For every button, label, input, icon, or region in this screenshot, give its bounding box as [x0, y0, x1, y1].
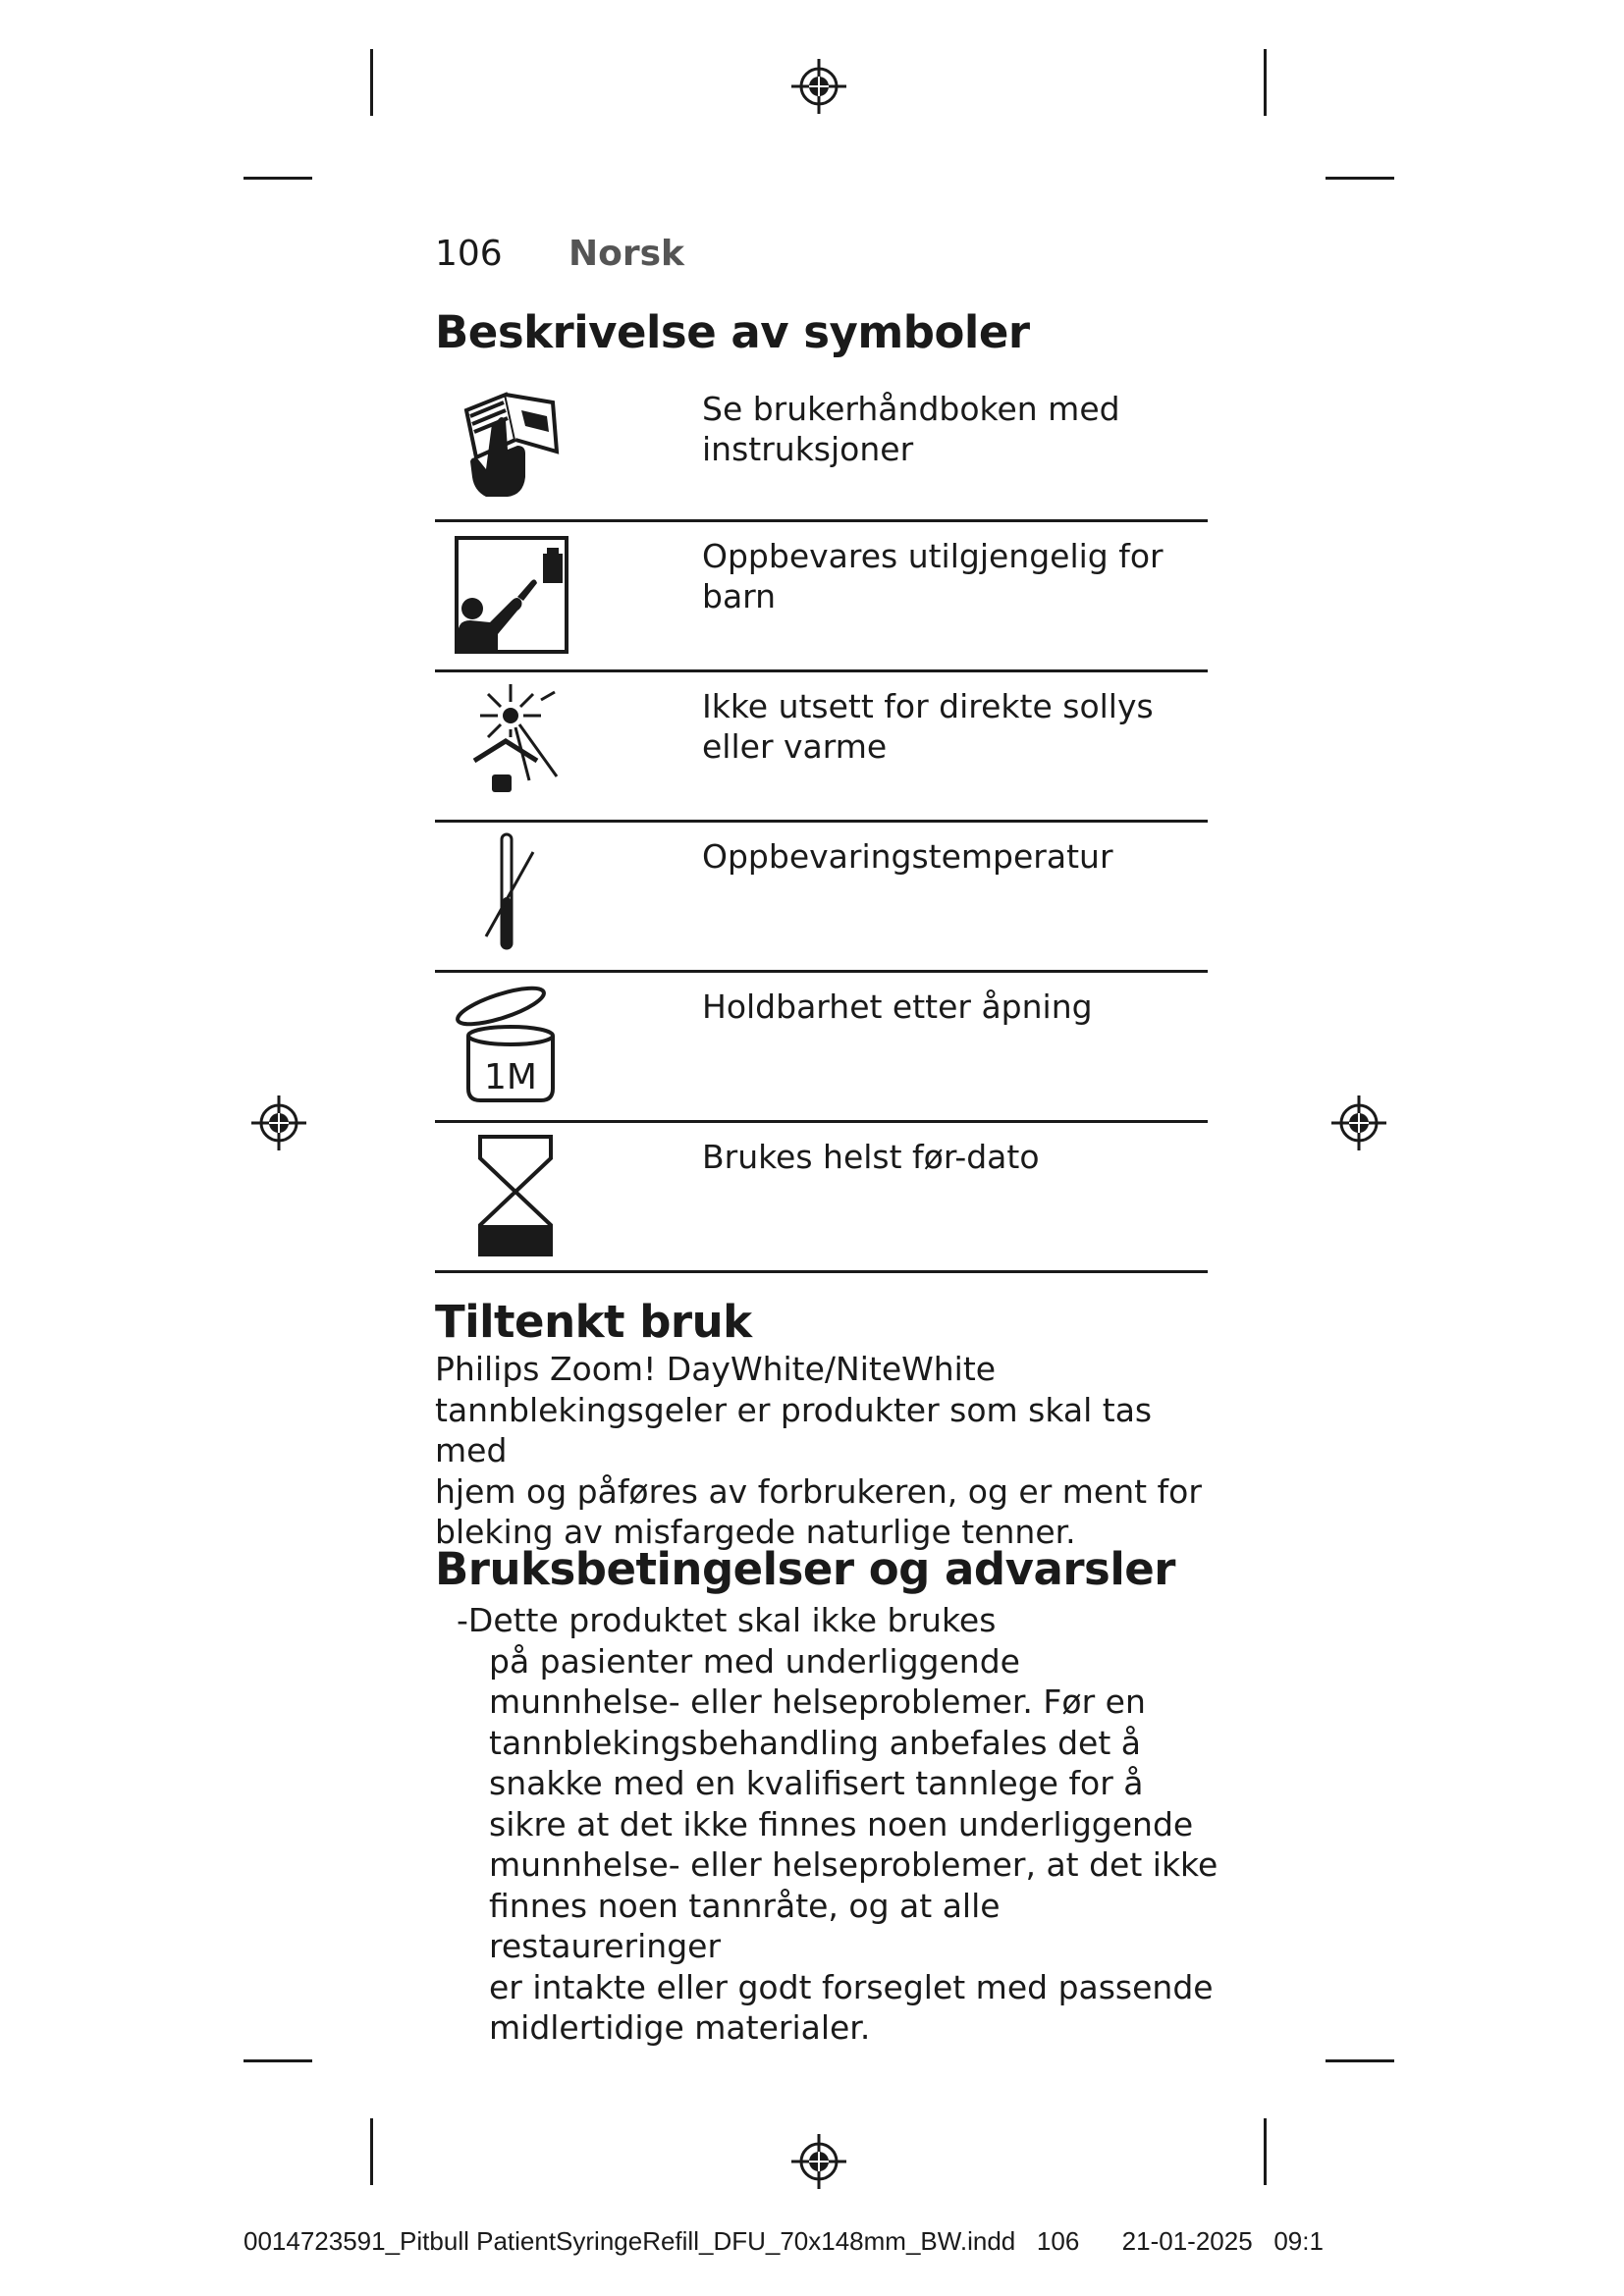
- text-line: bleking av misfargede naturlige tenner.: [435, 1513, 1076, 1551]
- page-number: 106: [435, 234, 503, 274]
- crop-mark: [1264, 49, 1267, 116]
- jar-period-label: 1M: [484, 1057, 537, 1097]
- intended-use-heading: Tiltenkt bruk: [435, 1296, 752, 1348]
- hourglass-icon: [447, 1129, 574, 1256]
- symbol-row: [435, 973, 1208, 1123]
- slug-page: 106: [1036, 2226, 1080, 2256]
- symbol-row: [435, 1123, 1208, 1273]
- page-header: [435, 234, 684, 274]
- crop-mark: [370, 2118, 373, 2185]
- registration-mark-icon: [1329, 1094, 1388, 1152]
- crop-mark: [1264, 2118, 1267, 2185]
- symbol-row: [435, 823, 1208, 973]
- slug-time: 09:1: [1273, 2226, 1324, 2256]
- symbol-description: Oppbevaringstemperatur: [702, 837, 1113, 876]
- symbol-description: Oppbevares utilgjengelig for barn: [702, 537, 1164, 615]
- symbols-heading: Beskrivelse av symboler: [435, 306, 1030, 358]
- symbol-description: Se brukerhåndboken med instruksjoner: [702, 390, 1120, 468]
- slug-date: 21-01-2025: [1121, 2226, 1253, 2256]
- conditions-heading: Bruksbetingelser og advarsler: [435, 1543, 1175, 1595]
- slug-filename: 0014723591_Pitbull PatientSyringeRefill_DFU_70x148mm_BW.indd: [244, 2226, 1016, 2256]
- text-line: -Dette produktet skal ikke brukes: [457, 1601, 997, 1639]
- text-line: midlertidige materialer.: [489, 2008, 871, 2047]
- symbol-row: [435, 672, 1208, 823]
- crop-mark: [370, 49, 373, 116]
- sunlight-icon: [447, 678, 574, 806]
- text-line: er intakte eller godt forseglet med passende: [489, 1967, 1214, 2006]
- text-line: sikre at det ikke finnes noen underliggende: [489, 1804, 1194, 1843]
- symbol-row: [435, 522, 1208, 672]
- registration-mark-icon: [789, 2132, 848, 2191]
- text-line: Philips Zoom! DayWhite/NiteWhite: [435, 1350, 997, 1388]
- registration-mark-icon: [249, 1094, 308, 1152]
- registration-mark-icon: [789, 57, 848, 116]
- text-line: hjem og påføres av forbrukeren, og er ment for: [435, 1471, 1202, 1511]
- text-line: tannblekingsbehandling anbefales det å: [489, 1723, 1141, 1762]
- text-line: finnes noen tannråte, og at alle restaureringer: [489, 1886, 1001, 1965]
- open-jar-icon: [447, 979, 574, 1106]
- symbols-table: [435, 375, 1208, 1273]
- symbol-row: [435, 375, 1208, 522]
- manual-hand-icon: [447, 381, 574, 508]
- language-label: Norsk: [568, 234, 684, 274]
- symbol-description: Brukes helst før-dato: [702, 1138, 1040, 1176]
- text-line: på pasienter med underliggende: [489, 1641, 1020, 1681]
- symbol-description: Ikke utsett for direkte sollys eller varme: [702, 687, 1154, 766]
- text-line: munnhelse- eller helseproblemer. Før en: [489, 1682, 1146, 1721]
- symbol-description: Holdbarhet etter åpning: [702, 988, 1093, 1026]
- crop-mark: [1326, 2059, 1394, 2062]
- crop-mark: [1326, 177, 1394, 180]
- crop-mark: [244, 2059, 312, 2062]
- text-line: snakke med en kvalifisert tannlege for å: [489, 1764, 1144, 1802]
- intended-use-text: [435, 1349, 1220, 1553]
- text-line: tannblekingsgeler er produkter som skal tas med: [435, 1390, 1153, 1469]
- print-slug: [244, 2226, 1324, 2257]
- conditions-text: [435, 1600, 1220, 2049]
- text-line: munnhelse- eller helseproblemer, at det ikke: [489, 1845, 1218, 1884]
- crop-mark: [244, 177, 312, 180]
- child-reach-icon: [447, 532, 574, 660]
- thermometer-icon: [447, 828, 574, 956]
